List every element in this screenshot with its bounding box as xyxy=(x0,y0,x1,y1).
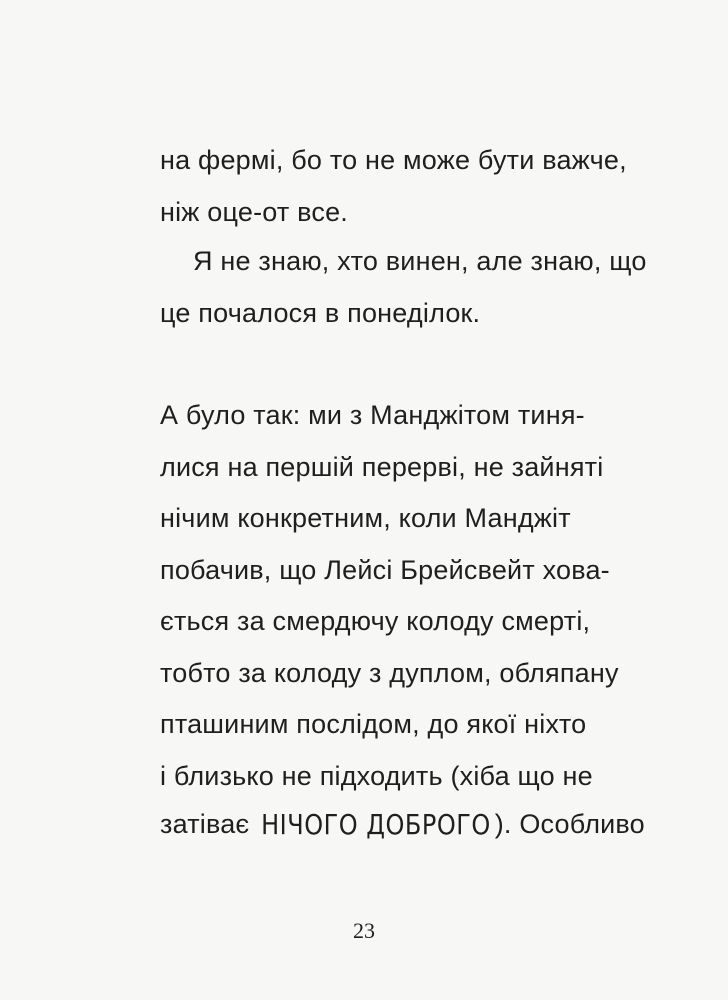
text-line xyxy=(160,501,571,535)
text-line xyxy=(160,450,603,484)
text-line-with-emphasis xyxy=(160,807,645,842)
paragraph-first-line xyxy=(193,244,647,278)
text-line xyxy=(160,759,593,793)
text-line-content: це почалося в понеділок. xyxy=(160,298,481,328)
text-line-content: нічим конкретним, коли Манджіт xyxy=(160,503,571,533)
emphasis-caps-text: НІЧОГО ДОБРОГО xyxy=(261,808,491,842)
text-line-content: ється за смердючу колоду смерті, xyxy=(160,606,591,636)
text-line-content: і близько не підходить (хіба що не xyxy=(160,761,593,791)
text-line-content: на фермі, бо то не може бути важче, xyxy=(160,145,627,175)
text-line-content: лися на першій перерві, не зайняті xyxy=(160,452,604,482)
text-line-content: ніж оце-от все. xyxy=(160,197,349,227)
text-line xyxy=(160,195,348,229)
text-line xyxy=(160,656,619,690)
text-line-content: А було так: ми з Манджітом тиня- xyxy=(160,400,585,430)
text-line xyxy=(160,296,480,330)
paragraph-first-line xyxy=(160,398,585,432)
text-line xyxy=(160,604,590,638)
text-line xyxy=(160,707,586,741)
text-line xyxy=(160,553,610,587)
text-line-content: побачив, що Лейсі Брейсвейт хова- xyxy=(160,555,610,585)
text-line xyxy=(160,143,627,177)
page-number: 23 xyxy=(353,918,375,943)
text-line-content: пташиним послідом, до якої ніхто xyxy=(160,709,587,739)
text-after-emphasis: ). Особливо xyxy=(494,809,645,839)
text-line-content: Я не знаю, хто винен, але знаю, що xyxy=(193,246,647,276)
text-line-content: тобто за колоду з дуплом, обляпану xyxy=(160,658,619,688)
text-before-emphasis: затіває xyxy=(160,809,250,839)
